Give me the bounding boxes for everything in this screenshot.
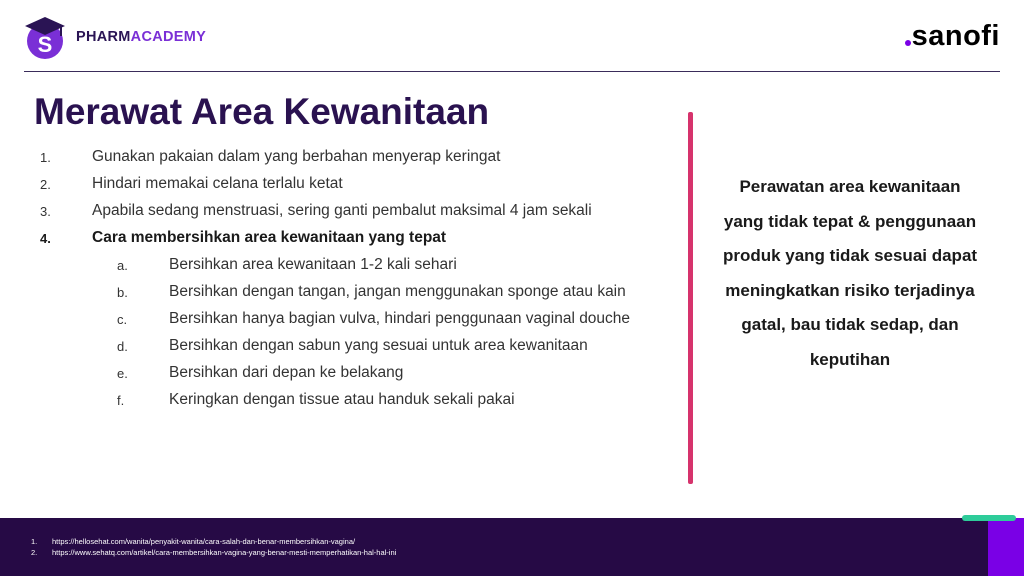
sub-list-item-marker: f.: [117, 393, 125, 408]
reference-item: [31, 547, 396, 558]
sanofi-dot-icon: [905, 40, 911, 46]
care-steps-list: [40, 147, 650, 410]
callout-text: Perawatan area kewanitaan yang tidak tepat & penggunaan produk yang tidak sesuai dapat meningkatkan risiko terjadinya gatal, bau tidak sedap, dan keputihan: [722, 177, 978, 369]
pharmacademy-wordmark: [76, 29, 206, 45]
reference-number: 1.: [31, 537, 38, 546]
sanofi-logo: [905, 22, 1000, 51]
sub-list-item-marker: a.: [117, 258, 128, 273]
footer-accent-block: [988, 518, 1024, 576]
sub-list-item: [40, 282, 650, 302]
list-item-marker: 2.: [40, 177, 51, 192]
list-item: [40, 201, 650, 221]
references-list: [31, 536, 396, 558]
sub-list-item-marker: d.: [117, 339, 128, 354]
brand-name-part2: ACADEMY: [130, 29, 207, 45]
sub-list-item: [40, 336, 650, 356]
sub-list-item-text: Bersihkan area kewanitaan 1-2 kali sehari: [169, 256, 457, 273]
sub-list-item-text: Keringkan dengan tissue atau handuk sekali pakai: [169, 391, 515, 408]
sub-list-item-text: Bersihkan dengan sabun yang sesuai untuk area kewanitaan: [169, 337, 588, 354]
sub-list-item: [40, 390, 650, 410]
header-divider: [24, 71, 1000, 72]
list-item-heading: [40, 228, 650, 248]
sub-list-item-text: Bersihkan hanya bagian vulva, hindari penggunaan vaginal douche: [169, 310, 631, 327]
sub-list-item-marker: e.: [117, 366, 128, 381]
brand-name-part1: PHARM: [76, 29, 131, 45]
list-item: [40, 174, 650, 194]
sub-list-item: [40, 255, 650, 275]
list-item-text: Hindari memakai celana terlalu ketat: [92, 175, 343, 192]
footer-green-accent: [962, 515, 1016, 521]
sub-list-item: [40, 363, 650, 383]
svg-text:S: S: [37, 32, 53, 57]
page-title: Merawat Area Kewanitaan: [34, 91, 490, 132]
sub-list-item-marker: b.: [117, 285, 128, 300]
sanofi-wordmark: sanofi: [911, 20, 1000, 52]
sub-list-item-marker: c.: [117, 312, 128, 327]
reference-url: https://www.sehatq.com/artikel/cara-membersihkan-vagina-yang-benar-mesti-memperhatikan-hal-hal-ini: [52, 548, 397, 557]
reference-number: 2.: [31, 548, 38, 557]
pharmacademy-logo: [22, 14, 206, 60]
vertical-accent-divider: [688, 112, 693, 484]
pharmacademy-graduation-cap-logo-icon: [22, 14, 68, 60]
list-item-text: Gunakan pakaian dalam yang berbahan menyerap keringat: [92, 148, 501, 165]
list-item-text: Cara membersihkan area kewanitaan yang tepat: [92, 229, 447, 246]
sub-list-item-text: Bersihkan dari depan ke belakang: [169, 364, 404, 381]
sub-list-item-text: Bersihkan dengan tangan, jangan menggunakan sponge atau kain: [169, 283, 626, 300]
list-item-marker: 4.: [40, 231, 51, 246]
sub-list-item: [40, 309, 650, 329]
list-item-marker: 1.: [40, 150, 51, 165]
list-item-marker: 3.: [40, 204, 51, 219]
reference-item: [31, 536, 396, 547]
list-item-text: Apabila sedang menstruasi, sering ganti pembalut maksimal 4 jam sekali: [92, 202, 592, 219]
reference-url: https://hellosehat.com/wanita/penyakit-wanita/cara-salah-dan-benar-membersihkan-vagina/: [52, 537, 356, 546]
list-item: [40, 147, 650, 167]
